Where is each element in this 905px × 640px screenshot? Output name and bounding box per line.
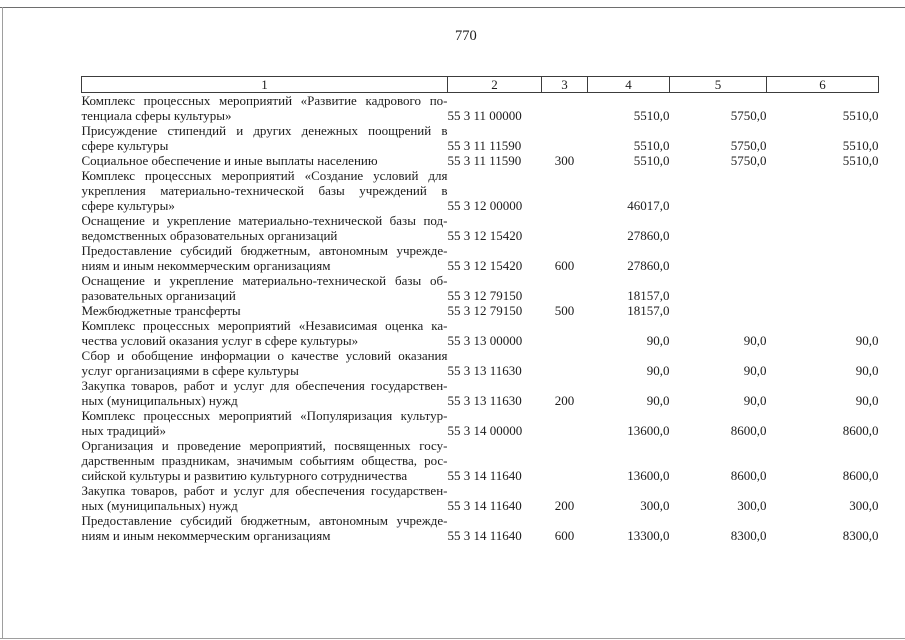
amount-cell: 5510,0 bbox=[842, 138, 879, 153]
expense-type-cell: 200 bbox=[554, 498, 575, 513]
description-cell bbox=[82, 153, 448, 168]
table-row bbox=[82, 318, 879, 348]
description-cell bbox=[82, 408, 448, 438]
description-cell bbox=[82, 513, 448, 543]
amount-cell: 5510,0 bbox=[842, 108, 879, 123]
description-cell bbox=[82, 243, 448, 273]
table-row bbox=[82, 93, 879, 124]
code-cell: 55 3 14 00000 bbox=[447, 423, 523, 438]
description-line: ных (муниципальных) нужд bbox=[81, 498, 238, 513]
description-line: тенциала сферы культуры» bbox=[81, 108, 232, 123]
page-frame-bottom bbox=[0, 638, 905, 639]
description-line: Организация и проведение мероприятий, посвященных госу- bbox=[81, 438, 448, 453]
description-cell bbox=[82, 93, 448, 124]
description-cell bbox=[82, 303, 448, 318]
description-line: Закупка товаров, работ и услуг для обеспечения государствен- bbox=[81, 483, 448, 498]
expense-type-cell: 600 bbox=[554, 528, 575, 543]
amount-cell: 5750,0 bbox=[730, 138, 767, 153]
header-cell-2: 2 bbox=[448, 77, 542, 93]
code-cell: 55 3 14 11640 bbox=[447, 498, 522, 513]
expense-type-cell: 200 bbox=[554, 393, 575, 408]
description-line: ниям и иным некоммерческим организациям bbox=[81, 258, 331, 273]
description-line: Присуждение стипендий и других денежных поощрений в bbox=[81, 123, 448, 138]
amount-cell: 90,0 bbox=[743, 393, 767, 408]
description-line: Закупка товаров, работ и услуг для обеспечения государствен- bbox=[81, 378, 448, 393]
amount-cell: 8600,0 bbox=[842, 468, 879, 483]
description-line: Комплекс процессных мероприятий «Создание условий для bbox=[81, 168, 448, 183]
amount-cell bbox=[670, 273, 767, 303]
code-cell: 55 3 14 11640 bbox=[447, 528, 522, 543]
table-row bbox=[82, 273, 879, 303]
description-cell bbox=[82, 213, 448, 243]
code-cell: 55 3 14 11640 bbox=[447, 468, 522, 483]
table-row bbox=[82, 513, 879, 543]
description-cell bbox=[82, 123, 448, 153]
amount-cell: 300,0 bbox=[640, 498, 670, 513]
code-cell: 55 3 12 79150 bbox=[447, 288, 523, 303]
table-row bbox=[82, 168, 879, 213]
description-line: Комплекс процессных мероприятий «Популяризация культур- bbox=[81, 408, 448, 423]
expense-type-cell bbox=[542, 213, 588, 243]
amount-cell: 8300,0 bbox=[842, 528, 879, 543]
header-cell-6: 6 bbox=[767, 77, 879, 93]
expense-type-cell bbox=[542, 348, 588, 378]
code-cell: 55 3 12 15420 bbox=[447, 228, 523, 243]
table-header-row bbox=[82, 77, 879, 93]
description-line: сфере культуры bbox=[81, 138, 169, 153]
description-line: Межбюджетные трансферты bbox=[81, 303, 241, 318]
table-row bbox=[82, 378, 879, 408]
amount-cell: 13600,0 bbox=[627, 423, 670, 438]
description-line: Оснащение и укрепление материально-технической базы об- bbox=[81, 273, 448, 288]
amount-cell: 90,0 bbox=[855, 393, 879, 408]
amount-cell: 5510,0 bbox=[633, 153, 670, 168]
table-row bbox=[82, 408, 879, 438]
description-cell bbox=[82, 483, 448, 513]
description-cell bbox=[82, 318, 448, 348]
table-row bbox=[82, 303, 879, 318]
amount-cell bbox=[670, 168, 767, 213]
expense-type-cell bbox=[542, 438, 588, 483]
description-line: сийской культуры и развитию культурного сотрудничества bbox=[81, 468, 408, 483]
description-cell bbox=[82, 438, 448, 483]
expense-type-cell bbox=[542, 273, 588, 303]
description-cell bbox=[82, 348, 448, 378]
page-number: 770 bbox=[455, 28, 477, 44]
code-cell: 55 3 13 11630 bbox=[447, 393, 522, 408]
table-row bbox=[82, 348, 879, 378]
amount-cell bbox=[767, 168, 879, 213]
description-line: Комплекс процессных мероприятий «Независимая оценка ка- bbox=[81, 318, 448, 333]
expense-type-cell bbox=[542, 123, 588, 153]
amount-cell: 5750,0 bbox=[730, 108, 767, 123]
description-line: ниям и иным некоммерческим организациям bbox=[81, 528, 331, 543]
description-cell bbox=[82, 273, 448, 303]
amount-cell bbox=[670, 213, 767, 243]
table-row bbox=[82, 438, 879, 483]
amount-cell: 90,0 bbox=[743, 333, 767, 348]
description-line: ных традиций» bbox=[81, 423, 166, 438]
description-line: разовательных организаций bbox=[81, 288, 236, 303]
description-line: услуг организациями в сфере культуры bbox=[81, 363, 299, 378]
code-cell: 55 3 11 00000 bbox=[447, 108, 522, 123]
amount-cell: 90,0 bbox=[646, 333, 670, 348]
code-cell: 55 3 13 11630 bbox=[447, 363, 522, 378]
description-line: чества условий оказания услуг в сфере культуры» bbox=[81, 333, 359, 348]
code-cell: 55 3 11 11590 bbox=[447, 153, 522, 168]
description-line: укрепления материально-технической базы учреждений в bbox=[81, 183, 448, 198]
amount-cell: 8600,0 bbox=[730, 468, 767, 483]
header-cell-4: 4 bbox=[588, 77, 670, 93]
amount-cell: 5510,0 bbox=[842, 153, 879, 168]
description-line: Предоставление субсидий бюджетным, автономным учрежде- bbox=[81, 243, 448, 258]
amount-cell bbox=[767, 213, 879, 243]
description-line: дарственным праздникам, значимым событиям общества, рос- bbox=[81, 453, 448, 468]
code-cell: 55 3 13 00000 bbox=[447, 333, 523, 348]
code-cell: 55 3 12 79150 bbox=[447, 303, 523, 318]
amount-cell: 8600,0 bbox=[730, 423, 767, 438]
table-row bbox=[82, 243, 879, 273]
expense-type-cell bbox=[542, 408, 588, 438]
amount-cell: 27860,0 bbox=[627, 258, 670, 273]
amount-cell: 90,0 bbox=[646, 363, 670, 378]
amount-cell: 90,0 bbox=[646, 393, 670, 408]
amount-cell: 90,0 bbox=[743, 363, 767, 378]
amount-cell bbox=[767, 303, 879, 318]
header-cell-5: 5 bbox=[670, 77, 767, 93]
table-row bbox=[82, 483, 879, 513]
table-body bbox=[82, 93, 879, 544]
page-frame-top bbox=[0, 7, 905, 8]
amount-cell: 8300,0 bbox=[730, 528, 767, 543]
amount-cell: 18157,0 bbox=[627, 288, 670, 303]
description-line: Социальное обеспечение и иные выплаты населению bbox=[81, 153, 378, 168]
code-cell: 55 3 11 11590 bbox=[447, 138, 522, 153]
description-line: Сбор и обобщение информации о качестве условий оказания bbox=[81, 348, 448, 363]
expense-type-cell: 300 bbox=[554, 153, 575, 168]
description-line: ных (муниципальных) нужд bbox=[81, 393, 238, 408]
description-line: Предоставление субсидий бюджетным, автономным учрежде- bbox=[81, 513, 448, 528]
amount-cell: 13300,0 bbox=[627, 528, 670, 543]
budget-table bbox=[81, 76, 879, 543]
code-cell: 55 3 12 00000 bbox=[447, 198, 523, 213]
amount-cell bbox=[670, 243, 767, 273]
amount-cell: 5750,0 bbox=[730, 153, 767, 168]
page-frame-left bbox=[2, 7, 3, 638]
amount-cell: 300,0 bbox=[737, 498, 767, 513]
expense-type-cell bbox=[542, 168, 588, 213]
description-line: сфере культуры» bbox=[81, 198, 175, 213]
table-row bbox=[82, 213, 879, 243]
expense-type-cell: 600 bbox=[554, 258, 575, 273]
amount-cell bbox=[767, 243, 879, 273]
amount-cell bbox=[670, 303, 767, 318]
description-line: Оснащение и укрепление материально-технической базы под- bbox=[81, 213, 448, 228]
expense-type-cell: 500 bbox=[554, 303, 575, 318]
amount-cell: 5510,0 bbox=[633, 108, 670, 123]
amount-cell: 46017,0 bbox=[627, 198, 670, 213]
expense-type-cell bbox=[542, 318, 588, 348]
code-cell: 55 3 12 15420 bbox=[447, 258, 523, 273]
amount-cell: 300,0 bbox=[849, 498, 879, 513]
amount-cell: 5510,0 bbox=[633, 138, 670, 153]
header-cell-1: 1 bbox=[82, 77, 448, 93]
description-line: Комплекс процессных мероприятий «Развитие кадрового по- bbox=[81, 93, 448, 108]
expense-type-cell bbox=[542, 93, 588, 124]
amount-cell: 90,0 bbox=[855, 333, 879, 348]
description-line: ведомственных образовательных организаций bbox=[81, 228, 338, 243]
header-cell-3: 3 bbox=[542, 77, 588, 93]
amount-cell: 90,0 bbox=[855, 363, 879, 378]
amount-cell: 27860,0 bbox=[627, 228, 670, 243]
description-cell bbox=[82, 168, 448, 213]
amount-cell: 8600,0 bbox=[842, 423, 879, 438]
amount-cell: 13600,0 bbox=[627, 468, 670, 483]
amount-cell: 18157,0 bbox=[627, 303, 670, 318]
table-row bbox=[82, 153, 879, 168]
table-row bbox=[82, 123, 879, 153]
description-cell bbox=[82, 378, 448, 408]
amount-cell bbox=[767, 273, 879, 303]
